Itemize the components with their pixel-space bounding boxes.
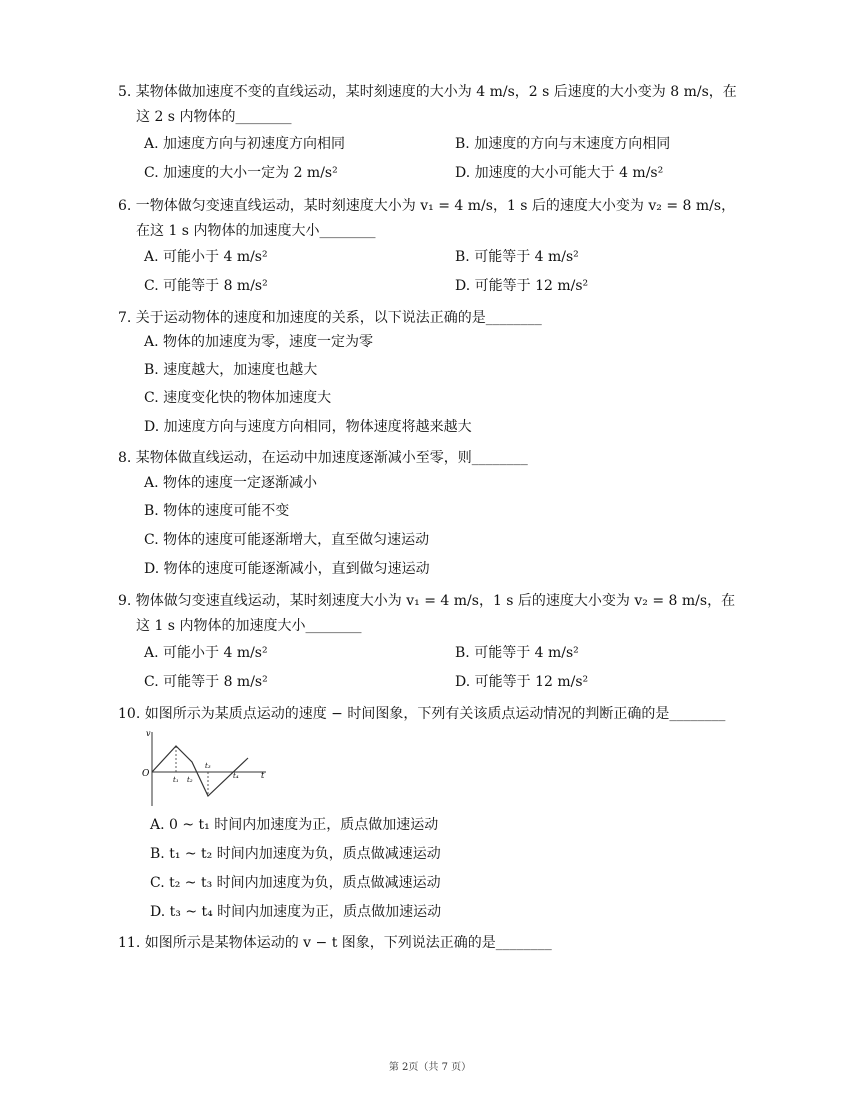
q5-stem-line2: 这 2 s 内物体的________ — [136, 109, 292, 125]
q6-stem-line2: 在这 1 s 内物体的加速度大小________ — [136, 223, 376, 239]
q10-option-a: A. 0 ~ t₁ 时间内加速度为正，质点做加速运动 — [150, 817, 439, 833]
t-axis-label: t — [261, 771, 265, 780]
q5-option-c: C. 加速度的大小一定为 2 m/s² — [144, 165, 338, 181]
page-footer: 第 2页（共 7 页） — [388, 1062, 472, 1073]
q9-stem-line2: 这 1 s 内物体的加速度大小________ — [136, 618, 362, 634]
q5-option-a: A. 加速度方向与初速度方向相同 — [144, 136, 346, 152]
q7-option-a: A. 物体的加速度为零，速度一定为零 — [144, 334, 374, 350]
q7-stem-line1: 7. 关于运动物体的速度和加速度的关系，以下说法正确的是________ — [118, 310, 542, 326]
t3-label: t₃ — [205, 762, 211, 770]
q10-option-c: C. t₂ ~ t₃ 时间内加速度为负，质点做减速运动 — [150, 875, 441, 891]
q5-option-b: B. 加速度的方向与末速度方向相同 — [455, 136, 671, 152]
q10-option-b: B. t₁ ~ t₂ 时间内加速度为负，质点做减速运动 — [150, 846, 441, 862]
origin-label: O — [142, 769, 150, 779]
t2-label: t₂ — [187, 776, 193, 784]
q8-option-d: D. 物体的速度可能逐渐减小，直到做匀速运动 — [144, 561, 430, 577]
q8-option-b: B. 物体的速度可能不变 — [144, 503, 290, 519]
q8-option-a: A. 物体的速度一定逐渐减小 — [144, 475, 318, 491]
q8-option-c: C. 物体的速度可能逐渐增大，直至做匀速运动 — [144, 532, 430, 548]
q6-option-c: C. 可能等于 8 m/s² — [144, 278, 268, 294]
q9-option-c: C. 可能等于 8 m/s² — [144, 674, 268, 690]
t1-label: t₁ — [173, 776, 179, 784]
q7-option-b: B. 速度越大，加速度也越大 — [144, 362, 318, 378]
q9-stem-line1: 9. 物体做匀变速直线运动，某时刻速度大小为 v₁ = 4 m/s，1 s 后的速度大小变为 v₂ = 8 m/s，在 — [118, 593, 736, 609]
q5-option-d: D. 加速度的大小可能大于 4 m/s² — [455, 165, 664, 181]
q7-option-d: D. 加速度方向与速度方向相同，物体速度将越来越大 — [144, 419, 472, 435]
q10-option-d: D. t₃ ~ t₄ 时间内加速度为正，质点做加速运动 — [150, 904, 442, 920]
q5-stem-line1: 5. 某物体做加速度不变的直线运动，某时刻速度的大小为 4 m/s，2 s 后速度的大小变为 8 m/s，在 — [118, 84, 737, 100]
q11-stem-line1: 11. 如图所示是某物体运动的 v − t 图象，下列说法正确的是________ — [118, 935, 552, 951]
v-axis-label: v — [146, 729, 151, 738]
q6-option-a: A. 可能小于 4 m/s² — [144, 249, 268, 265]
q6-option-b: B. 可能等于 4 m/s² — [455, 249, 579, 265]
q9-option-d: D. 可能等于 12 m/s² — [455, 674, 589, 690]
q6-option-d: D. 可能等于 12 m/s² — [455, 278, 589, 294]
vt-curve — [152, 746, 248, 796]
q8-stem-line1: 8. 某物体做直线运动，在运动中加速度逐渐减小至零，则________ — [118, 450, 528, 466]
q9-option-b: B. 可能等于 4 m/s² — [455, 645, 579, 661]
vt-graph-figure — [140, 728, 270, 810]
q6-stem-line1: 6. 一物体做匀变速直线运动，某时刻速度大小为 v₁ = 4 m/s，1 s 后的速度大小变为 v₂ = 8 m/s， — [118, 198, 736, 214]
q10-stem-line1: 10. 如图所示为某质点运动的速度 − 时间图象，下列有关该质点运动情况的判断正确的是________ — [118, 706, 726, 722]
q9-option-a: A. 可能小于 4 m/s² — [144, 645, 268, 661]
t4-label: t₄ — [233, 772, 239, 780]
q7-option-c: C. 速度变化快的物体加速度大 — [144, 390, 332, 406]
